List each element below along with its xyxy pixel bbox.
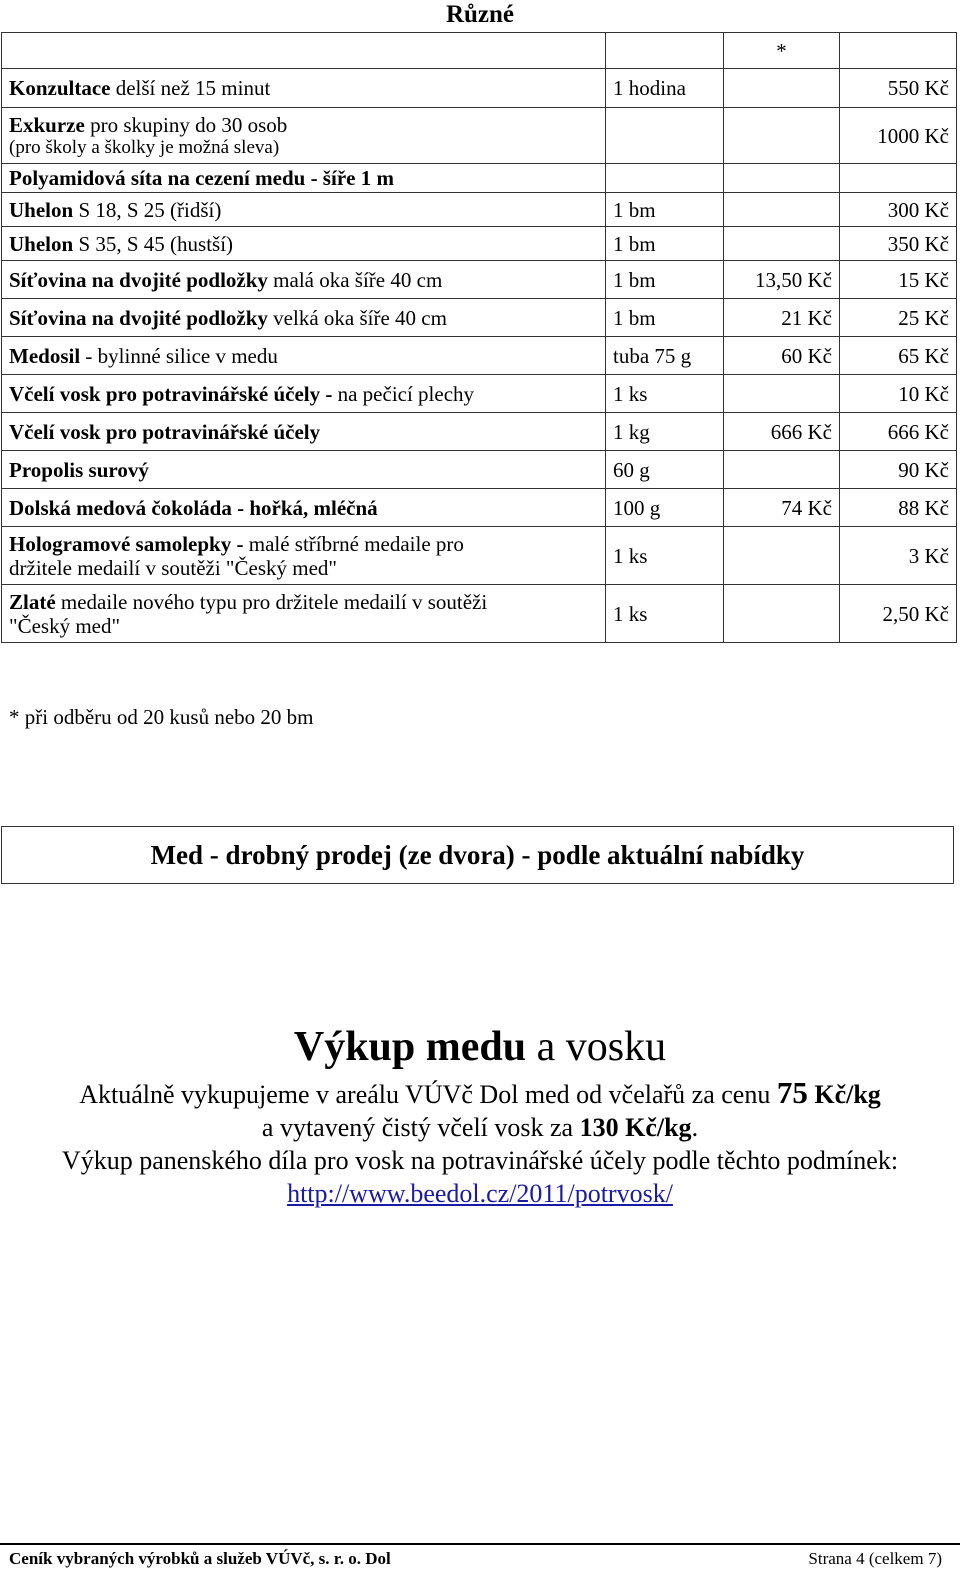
item-bulk-price: 60 Kč: [781, 343, 832, 368]
item-bulk-price-cell: [724, 227, 840, 261]
item-bulk-price: 666 Kč: [770, 419, 832, 444]
page-footer: [0, 1543, 960, 1575]
item-unit-cell: [606, 375, 724, 413]
item-name-cell: [2, 261, 606, 299]
item-name-line2: "Český med": [9, 613, 121, 638]
buyout-title-rest: a vosku: [526, 1024, 667, 1070]
item-bulk-price-cell: [724, 527, 840, 585]
item-bulk-price: 74 Kč: [781, 495, 832, 520]
honey-price-number: 75: [776, 1075, 808, 1110]
item-price-cell: [840, 69, 957, 108]
item-name-text: S 35, S 45 (hustší): [73, 231, 234, 256]
item-name-bold: Včelí vosk pro potravinářské účely -: [9, 381, 333, 406]
item-name-text: - bylinné silice v medu: [80, 343, 278, 368]
item-price-cell: [840, 489, 957, 527]
item-unit-cell: [606, 585, 724, 643]
item-unit-cell: [606, 451, 724, 489]
item-bulk-price-cell: [724, 108, 840, 164]
item-price: 2,50 Kč: [882, 601, 949, 626]
conditions-link[interactable]: http://www.beedol.cz/2011/potrvosk/: [287, 1179, 673, 1208]
item-unit-cell: [606, 193, 724, 227]
buyout-title: [0, 1022, 960, 1072]
item-name-cell: [2, 451, 606, 489]
item-name-line2: držitele medailí v soutěži "Český med": [9, 555, 337, 580]
buyout-link-line: [0, 1177, 960, 1210]
table-row: [2, 489, 957, 527]
item-bulk-price-cell: [724, 261, 840, 299]
item-unit-cell: [606, 69, 724, 108]
item-name-cell: [2, 227, 606, 261]
item-name-text: na pečicí plechy: [332, 381, 475, 406]
item-name-cell: [2, 375, 606, 413]
item-unit: 1 bm: [613, 267, 656, 292]
item-unit: 1 ks: [613, 381, 648, 406]
item-unit: 1 ks: [613, 543, 648, 568]
item-price: 65 Kč: [898, 343, 949, 368]
item-name-cell: [2, 413, 606, 451]
item-price-cell: [840, 375, 957, 413]
item-price: 666 Kč: [887, 419, 949, 444]
item-name-bold: Uhelon: [9, 231, 74, 256]
table-row: [2, 261, 957, 299]
buyout-line-conditions: Výkup panenského díla pro vosk na potravinářské účely podle těchto podmínek:: [61, 1146, 899, 1175]
buyout-line-wax: [0, 1111, 960, 1144]
buyout-section: [0, 1022, 960, 1210]
item-name-bold: Exkurze: [9, 112, 85, 137]
table-row: [2, 108, 957, 164]
item-unit-cell: [606, 527, 724, 585]
item-bulk-price: 21 Kč: [781, 305, 832, 330]
item-name-bold: Síťovina na dvojité podložky: [9, 305, 268, 330]
item-price-cell: [840, 585, 957, 643]
item-unit-cell: [606, 108, 724, 164]
item-price-cell: [840, 299, 957, 337]
item-bulk-price-cell: [724, 375, 840, 413]
table-row: [2, 413, 957, 451]
item-note: (pro školy a školky je možná sleva): [9, 136, 280, 158]
buyout-line-honey: [0, 1076, 960, 1111]
item-name-text: malá oka šíře 40 cm: [267, 267, 443, 292]
item-price: 3 Kč: [908, 543, 949, 568]
table-row: [2, 193, 957, 227]
item-unit-cell: [606, 299, 724, 337]
item-unit-cell: [606, 164, 724, 193]
item-unit: 1 bm: [613, 231, 656, 256]
item-name-text: delší než 15 minut: [110, 76, 271, 100]
item-name-text: pro skupiny do 30 osob: [84, 112, 288, 137]
item-name-bold: Polyamidová síta na cezení medu - šíře 1 m: [9, 166, 394, 190]
item-bulk-price-cell: [724, 164, 840, 193]
header-cell: [840, 33, 957, 69]
item-price-cell: [840, 337, 957, 375]
header-cell: [606, 33, 724, 69]
item-price-cell: [840, 451, 957, 489]
item-price: 90 Kč: [898, 457, 949, 482]
item-name-bold: Včelí vosk pro potravinářské účely: [9, 419, 321, 444]
item-name-bold: Dolská medová čokoláda - hořká, mléčná: [9, 495, 378, 520]
footer-left: Ceník vybraných výrobků a služeb VÚVč, s. r. o. Dol: [9, 1549, 391, 1568]
item-unit: 1 kg: [613, 419, 650, 444]
item-bulk-price-cell: [724, 69, 840, 108]
footnote: * při odběru od 20 kusů nebo 20 bm: [9, 705, 314, 729]
item-name-cell: [2, 489, 606, 527]
item-unit: 1 bm: [613, 197, 656, 222]
item-bulk-price-cell: [724, 413, 840, 451]
item-unit: tuba 75 g: [613, 343, 692, 368]
item-name-text: malé stříbrné medaile pro: [243, 531, 464, 556]
item-name-cell: [2, 527, 606, 585]
item-unit: 60 g: [613, 457, 650, 482]
item-bulk-price-cell: [724, 585, 840, 643]
page-title: Různé: [445, 1, 515, 28]
item-price: 88 Kč: [898, 495, 949, 520]
table-row: [2, 585, 957, 643]
buyout-title-bold: Výkup medu: [293, 1024, 527, 1070]
item-bulk-price-cell: [724, 299, 840, 337]
item-unit: 1 ks: [613, 601, 648, 626]
honey-price-unit: Kč/kg: [807, 1080, 881, 1109]
item-name-bold: Uhelon: [9, 197, 74, 222]
header-star-cell: [724, 33, 840, 69]
wax-price: 130 Kč/kg: [579, 1113, 692, 1142]
item-name-cell: [2, 585, 606, 643]
item-bulk-price-cell: [724, 489, 840, 527]
item-unit-cell: [606, 413, 724, 451]
item-unit-cell: [606, 489, 724, 527]
item-price-cell: [840, 227, 957, 261]
item-unit-cell: [606, 227, 724, 261]
table-row: [2, 527, 957, 585]
item-name-cell: [2, 337, 606, 375]
item-price-cell: [840, 527, 957, 585]
item-name-bold: Propolis surový: [9, 457, 149, 482]
item-bulk-price: 13,50 Kč: [755, 267, 832, 292]
item-name-cell: [2, 164, 606, 193]
table-row: [2, 69, 957, 108]
item-price: 350 Kč: [887, 231, 949, 256]
footer-right: Strana 4 (celkem 7): [808, 1549, 942, 1568]
item-name-cell: [2, 193, 606, 227]
item-name-cell: [2, 299, 606, 337]
buyout-line-wax-text: a vytavený čistý včelí vosk za: [261, 1113, 580, 1142]
item-unit: 100 g: [613, 495, 661, 520]
item-bulk-price-cell: [724, 337, 840, 375]
item-name-cell: [2, 69, 606, 108]
table-row: [2, 451, 957, 489]
table-row: [2, 299, 957, 337]
item-bulk-price-cell: [724, 193, 840, 227]
item-price: 300 Kč: [887, 197, 949, 222]
item-name-text: velká oka šíře 40 cm: [267, 305, 447, 330]
item-unit: 1 bm: [613, 305, 656, 330]
item-price: 25 Kč: [898, 305, 949, 330]
item-name-text: S 18, S 25 (řidší): [73, 197, 222, 222]
wax-period: .: [691, 1113, 699, 1142]
table-row: [2, 375, 957, 413]
price-table: [1, 32, 957, 643]
honey-sale-text: Med - drobný prodej (ze dvora) - podle aktuální nabídky: [150, 839, 805, 870]
star-marker: *: [776, 38, 787, 63]
table-row: [2, 227, 957, 261]
item-name-bold: Konzultace: [9, 76, 111, 100]
item-name-bold: Hologramové samolepky -: [9, 531, 244, 556]
honey-sale-box: [1, 826, 954, 884]
table-header-row: [2, 33, 957, 69]
item-name-cell: [2, 108, 606, 164]
item-name-text: medaile nového typu pro držitele medailí v soutěži: [55, 589, 488, 614]
buyout-line-honey-text: Aktuálně vykupujeme v areálu VÚVč Dol med od včelařů za cenu: [79, 1080, 777, 1109]
item-price-cell: [840, 413, 957, 451]
table-row: [2, 337, 957, 375]
item-price: 10 Kč: [898, 381, 949, 406]
item-name-bold: Zlaté: [9, 589, 56, 614]
item-price: 550 Kč: [887, 76, 949, 100]
header-cell: [2, 33, 606, 69]
item-price: 15 Kč: [898, 267, 949, 292]
item-name-bold: Medosil: [9, 343, 81, 368]
item-unit-cell: [606, 337, 724, 375]
item-name-bold: Síťovina na dvojité podložky: [9, 267, 268, 292]
item-price: 1000 Kč: [877, 123, 949, 148]
item-unit: 1 hodina: [613, 76, 686, 100]
item-bulk-price-cell: [724, 451, 840, 489]
item-price-cell: [840, 261, 957, 299]
table-row: [2, 164, 957, 193]
item-price-cell: [840, 164, 957, 193]
item-price-cell: [840, 108, 957, 164]
item-unit-cell: [606, 261, 724, 299]
item-price-cell: [840, 193, 957, 227]
